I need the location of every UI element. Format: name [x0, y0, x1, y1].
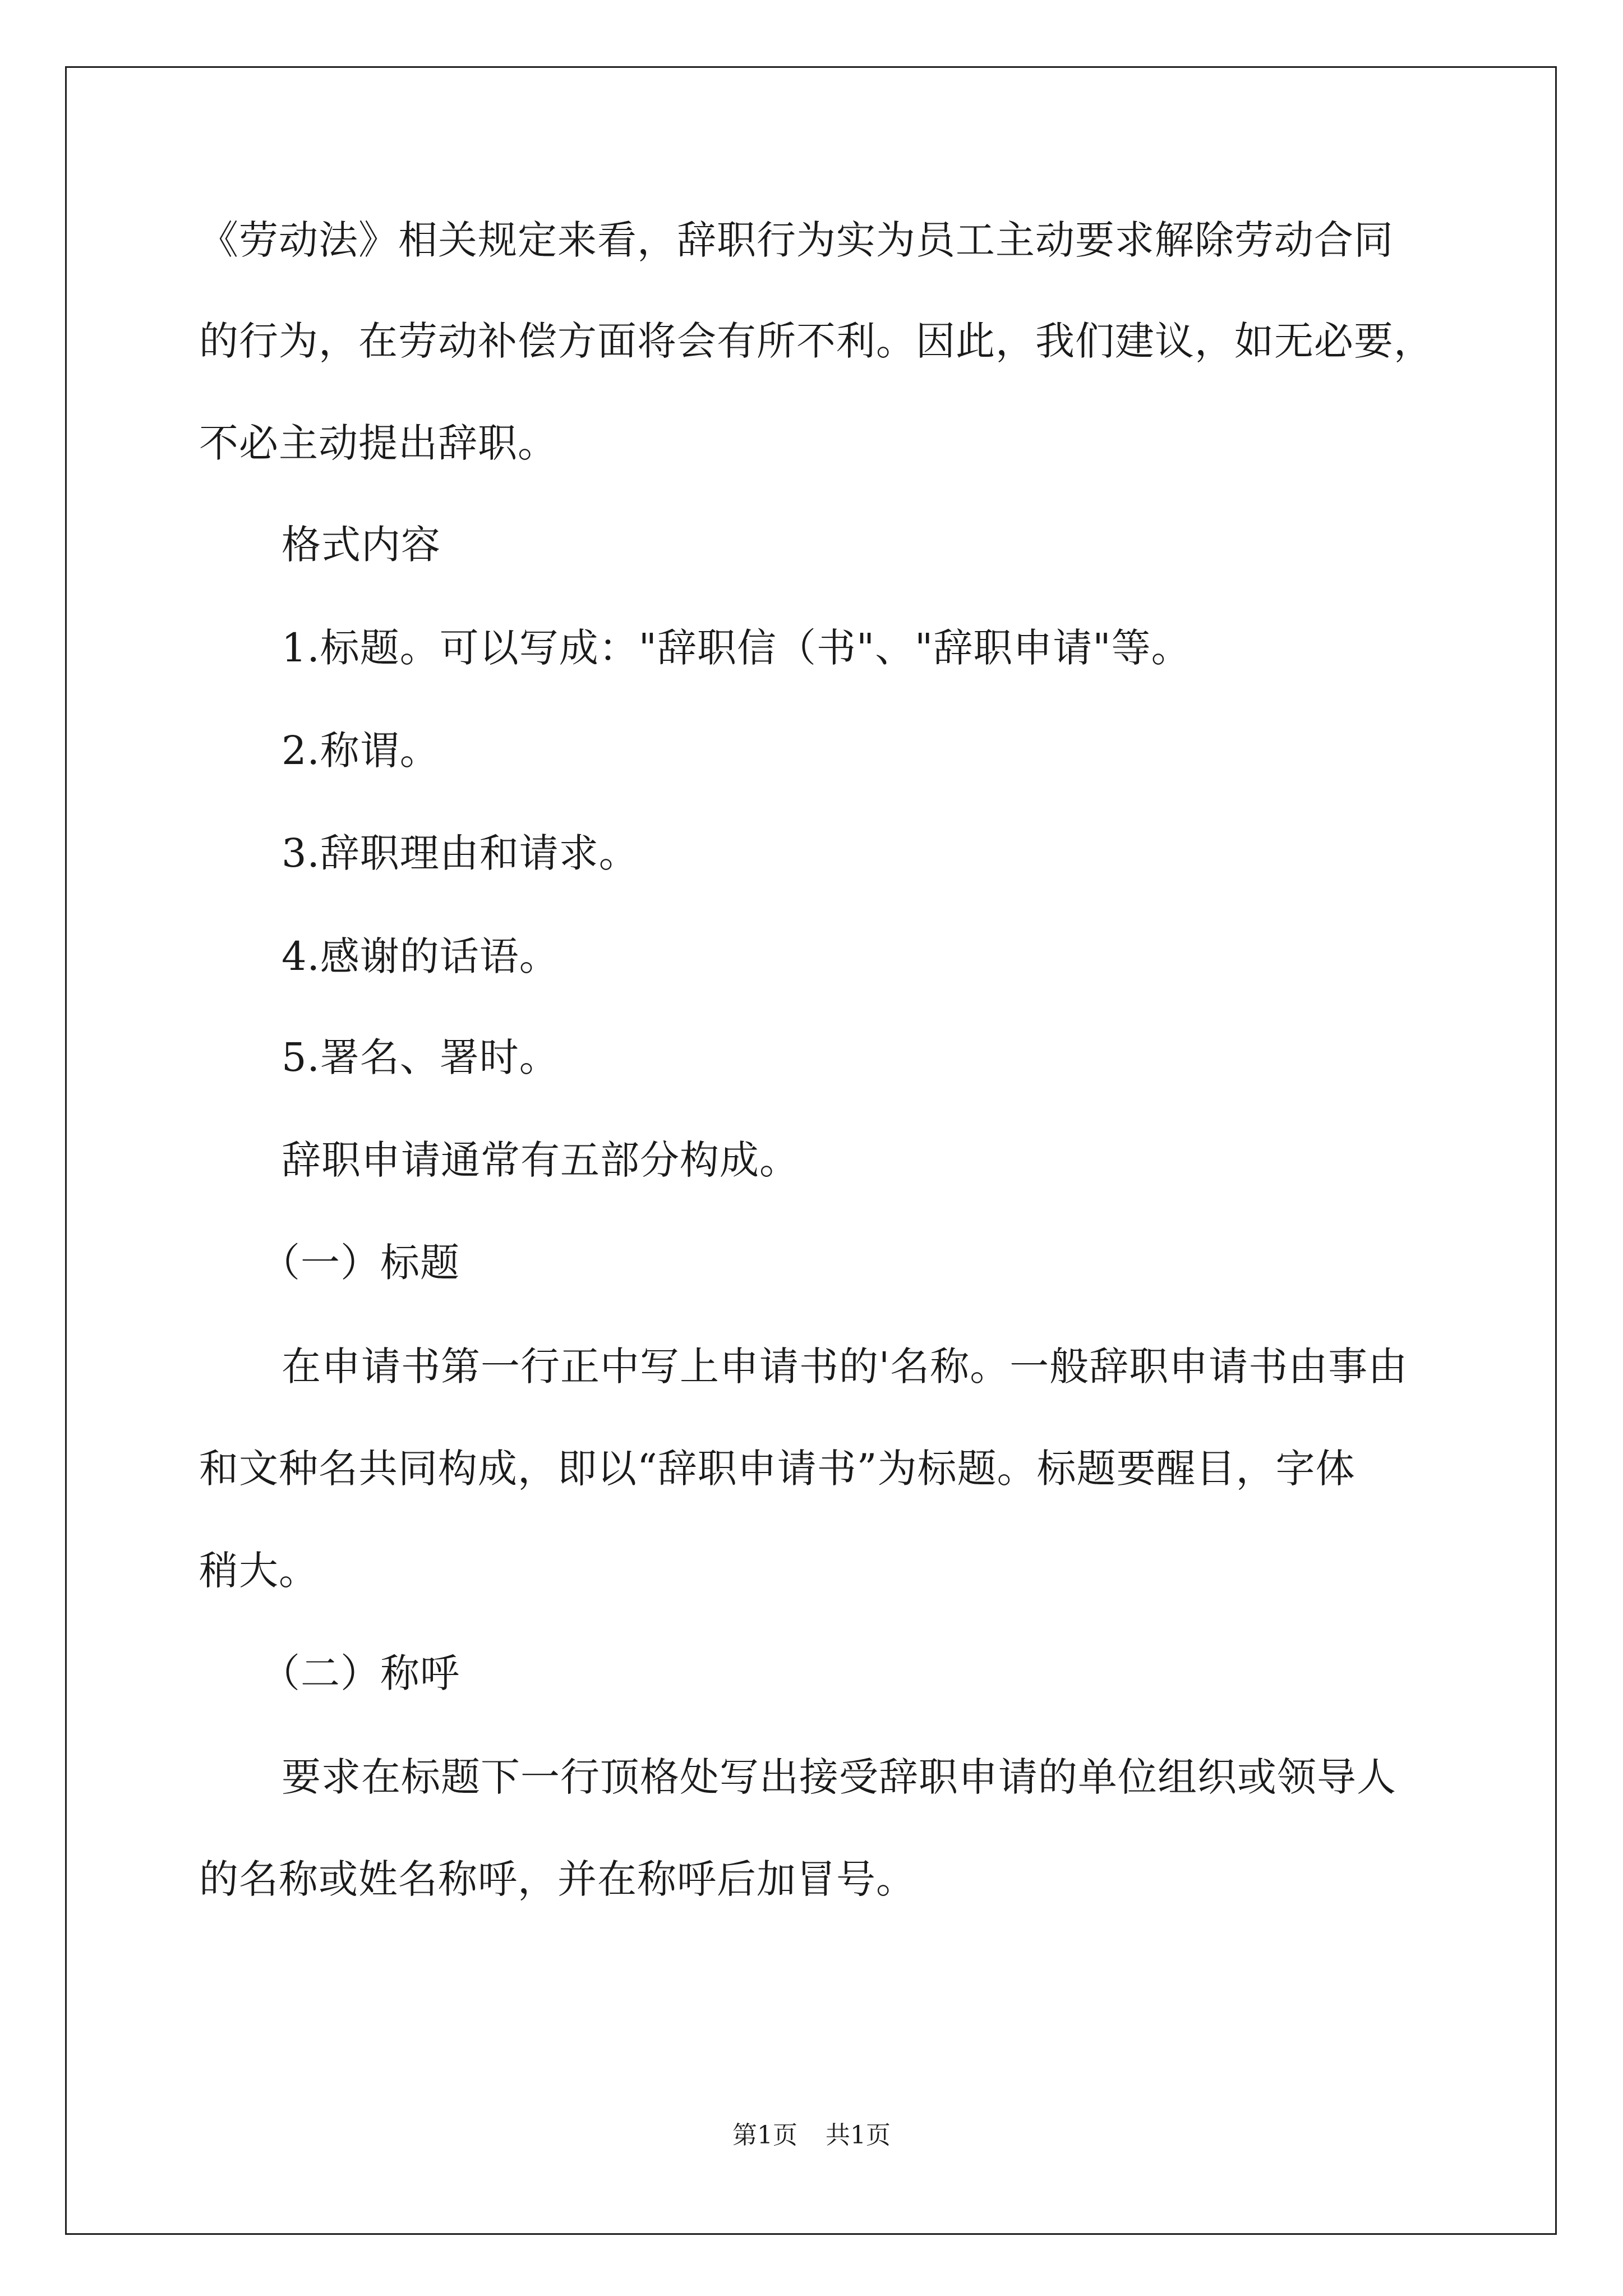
list-item: 1.标题。可以写成："辞职信（书"、"辞职申请"等。: [282, 625, 1191, 671]
text-line: 辞职申请通常有五部分构成。: [282, 1137, 799, 1183]
text-line: 和文种名共同构成，即以“辞职申请书”为标题。标题要醒目，字体: [199, 1446, 1355, 1492]
list-item: 2.称谓。: [282, 728, 440, 774]
text-line: 稍大。: [199, 1548, 319, 1594]
page-number: 第1页: [732, 2121, 797, 2150]
text-line: 的行为，在劳动补偿方面将会有所不利。因此，我们建议，如无必要，: [199, 318, 1433, 364]
list-item: 5.署名、署时。: [282, 1034, 559, 1080]
section-heading: （一）标题: [261, 1240, 460, 1286]
list-item: 4.感谢的话语。: [282, 933, 559, 979]
list-item: 3.辞职理由和请求。: [282, 830, 639, 876]
page-total: 共1页: [826, 2121, 891, 2150]
section-heading: （二）称呼: [261, 1650, 460, 1696]
text-line: 《劳动法》相关规定来看，辞职行为实为员工主动要求解除劳动合同: [199, 217, 1394, 263]
text-line: 的名称或姓名称呼，并在称呼后加冒号。: [199, 1856, 916, 1902]
section-heading: 格式内容: [282, 522, 441, 568]
text-line: 在申请书第一行正中写上申请书的'名称。一般辞职申请书由事由: [282, 1343, 1408, 1389]
text-line: 要求在标题下一行顶格处写出接受辞职申请的单位组织或领导人: [282, 1754, 1396, 1800]
page-footer: [0, 2115, 1623, 2151]
text-line: 不必主动提出辞职。: [199, 420, 557, 466]
